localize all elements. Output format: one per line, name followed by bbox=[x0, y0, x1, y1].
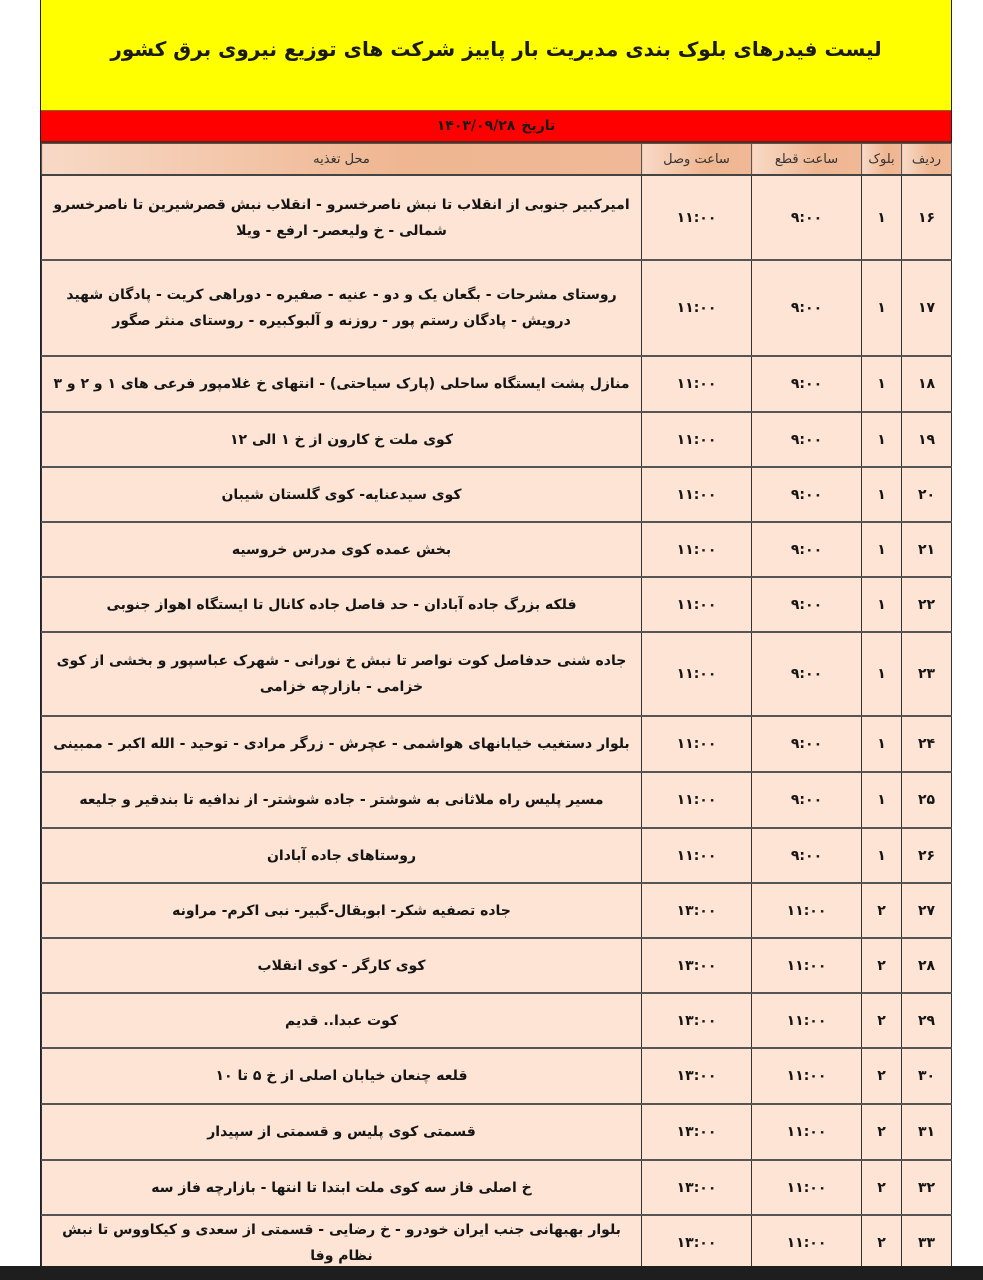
cell-location: امیرکبیر جنوبی از انقلاب تا نبش ناصرخسرو - انقلاب نبش قصرشیرین تا ناصرخسرو شمالی - خ ولیعصر- ارفع - ویلا bbox=[42, 175, 642, 260]
table-body bbox=[42, 175, 952, 1271]
table-header-row bbox=[42, 144, 952, 176]
cell-cut-time: ۱۱:۰۰ bbox=[752, 1160, 862, 1215]
table-row bbox=[42, 1104, 952, 1160]
cell-connect-time: ۱۱:۰۰ bbox=[642, 577, 752, 632]
cell-cut-time: ۹:۰۰ bbox=[752, 577, 862, 632]
cell-row-number: ۱۹ bbox=[902, 412, 952, 467]
table-row bbox=[42, 993, 952, 1048]
table-row bbox=[42, 1160, 952, 1215]
cell-cut-time: ۹:۰۰ bbox=[752, 356, 862, 412]
cell-cut-time: ۹:۰۰ bbox=[752, 632, 862, 716]
cell-row-number: ۱۸ bbox=[902, 356, 952, 412]
cell-block: ۱ bbox=[862, 632, 902, 716]
title-banner bbox=[41, 0, 951, 111]
cell-block: ۲ bbox=[862, 938, 902, 993]
cell-location: قسمتی کوی پلیس و قسمتی از سپیدار bbox=[42, 1104, 642, 1160]
header-row-number: ردیف bbox=[902, 144, 952, 176]
cell-row-number: ۱۷ bbox=[902, 260, 952, 356]
cell-block: ۱ bbox=[862, 175, 902, 260]
cell-connect-time: ۱۱:۰۰ bbox=[642, 772, 752, 828]
table-row bbox=[42, 260, 952, 356]
cell-connect-time: ۱۱:۰۰ bbox=[642, 412, 752, 467]
cell-cut-time: ۹:۰۰ bbox=[752, 175, 862, 260]
table-row bbox=[42, 716, 952, 772]
cell-block: ۱ bbox=[862, 828, 902, 883]
page-title: لیست فیدرهای بلوک بندی مدیریت بار پاییز شرکت های توزیع نیروی برق کشور bbox=[110, 37, 882, 61]
cell-location: روستای مشرحات - بگعان یک و دو - عنیه - صفیره - دوراهی کریت - پادگان شهید درویش - پادگان رستم پور - روزنه و آلبوکبیره - روستای منثر صگور bbox=[42, 260, 642, 356]
cell-row-number: ۲۱ bbox=[902, 522, 952, 577]
cell-block: ۲ bbox=[862, 993, 902, 1048]
cell-location: منازل پشت ایستگاه ساحلی (پارک سیاحتی) - انتهای خ غلامپور فرعی های ۱ و ۲ و ۳ bbox=[42, 356, 642, 412]
cell-block: ۱ bbox=[862, 716, 902, 772]
cell-location: فلکه بزرگ جاده آبادان - حد فاصل جاده کانال تا ایستگاه اهواز جنوبی bbox=[42, 577, 642, 632]
cell-connect-time: ۱۳:۰۰ bbox=[642, 883, 752, 938]
table-row bbox=[42, 412, 952, 467]
cell-connect-time: ۱۳:۰۰ bbox=[642, 1048, 752, 1104]
cell-block: ۱ bbox=[862, 577, 902, 632]
cell-location: جاده شنی حدفاصل کوت نواصر تا نبش خ نورانی - شهرک عباسپور و بخشی از کوی خزامی - بازارچه خزامی bbox=[42, 632, 642, 716]
cell-block: ۲ bbox=[862, 883, 902, 938]
cell-block: ۱ bbox=[862, 522, 902, 577]
date-value: ۱۴۰۳/۰۹/۲۸ bbox=[436, 118, 516, 134]
cell-location: کوی کارگر - کوی انقلاب bbox=[42, 938, 642, 993]
table-row bbox=[42, 467, 952, 522]
cell-connect-time: ۱۳:۰۰ bbox=[642, 938, 752, 993]
table-row bbox=[42, 522, 952, 577]
cell-row-number: ۳۲ bbox=[902, 1160, 952, 1215]
cell-row-number: ۲۹ bbox=[902, 993, 952, 1048]
cell-cut-time: ۹:۰۰ bbox=[752, 260, 862, 356]
table-row bbox=[42, 1215, 952, 1271]
cell-cut-time: ۱۱:۰۰ bbox=[752, 1215, 862, 1271]
cell-connect-time: ۱۱:۰۰ bbox=[642, 175, 752, 260]
cell-row-number: ۳۳ bbox=[902, 1215, 952, 1271]
cell-connect-time: ۱۳:۰۰ bbox=[642, 1104, 752, 1160]
feeder-schedule-table bbox=[41, 143, 952, 1272]
table-row bbox=[42, 356, 952, 412]
cell-cut-time: ۱۱:۰۰ bbox=[752, 993, 862, 1048]
cell-location: مسیر پلیس راه ملاثانی به شوشتر - جاده شوشتر- از ندافیه تا بندقیر و جلیعه bbox=[42, 772, 642, 828]
cell-connect-time: ۱۱:۰۰ bbox=[642, 356, 752, 412]
table-row bbox=[42, 828, 952, 883]
cell-block: ۱ bbox=[862, 467, 902, 522]
cell-connect-time: ۱۱:۰۰ bbox=[642, 260, 752, 356]
table-row bbox=[42, 577, 952, 632]
cell-cut-time: ۱۱:۰۰ bbox=[752, 1048, 862, 1104]
cell-row-number: ۱۶ bbox=[902, 175, 952, 260]
header-location: محل تغذیه bbox=[42, 144, 642, 176]
cell-block: ۲ bbox=[862, 1048, 902, 1104]
cell-row-number: ۲۲ bbox=[902, 577, 952, 632]
date-label: تاریخ bbox=[521, 118, 556, 134]
cell-location: بلوار بهبهانی جنب ایران خودرو - خ رضایی - قسمتی از سعدی و کیکاووس تا نبش نظام وفا bbox=[42, 1215, 642, 1271]
cell-row-number: ۲۶ bbox=[902, 828, 952, 883]
bottom-dark-bar bbox=[0, 1266, 983, 1280]
cell-cut-time: ۹:۰۰ bbox=[752, 828, 862, 883]
cell-location: کوی ملت خ کارون از خ ۱ الی ۱۲ bbox=[42, 412, 642, 467]
table-row bbox=[42, 632, 952, 716]
cell-connect-time: ۱۳:۰۰ bbox=[642, 1160, 752, 1215]
cell-cut-time: ۱۱:۰۰ bbox=[752, 938, 862, 993]
cell-block: ۱ bbox=[862, 412, 902, 467]
cell-row-number: ۲۳ bbox=[902, 632, 952, 716]
header-cut-time: ساعت قطع bbox=[752, 144, 862, 176]
cell-connect-time: ۱۱:۰۰ bbox=[642, 828, 752, 883]
cell-location: جاده تصفیه شکر- ابوبقال-گبیر- نبی اکرم- مراونه bbox=[42, 883, 642, 938]
cell-cut-time: ۹:۰۰ bbox=[752, 772, 862, 828]
cell-block: ۲ bbox=[862, 1160, 902, 1215]
cell-block: ۱ bbox=[862, 260, 902, 356]
cell-location: روستاهای جاده آبادان bbox=[42, 828, 642, 883]
cell-block: ۲ bbox=[862, 1215, 902, 1271]
cell-row-number: ۲۰ bbox=[902, 467, 952, 522]
table-row bbox=[42, 938, 952, 993]
cell-connect-time: ۱۳:۰۰ bbox=[642, 1215, 752, 1271]
cell-cut-time: ۹:۰۰ bbox=[752, 467, 862, 522]
cell-connect-time: ۱۱:۰۰ bbox=[642, 632, 752, 716]
cell-connect-time: ۱۳:۰۰ bbox=[642, 993, 752, 1048]
cell-row-number: ۲۴ bbox=[902, 716, 952, 772]
cell-block: ۲ bbox=[862, 1104, 902, 1160]
cell-row-number: ۳۱ bbox=[902, 1104, 952, 1160]
cell-location: بخش عمده کوی مدرس خروسیه bbox=[42, 522, 642, 577]
table-row bbox=[42, 772, 952, 828]
cell-connect-time: ۱۱:۰۰ bbox=[642, 467, 752, 522]
cell-row-number: ۲۷ bbox=[902, 883, 952, 938]
table-row bbox=[42, 175, 952, 260]
cell-location: کوت عبدا.. قدیم bbox=[42, 993, 642, 1048]
date-banner bbox=[41, 111, 951, 143]
cell-connect-time: ۱۱:۰۰ bbox=[642, 522, 752, 577]
cell-cut-time: ۱۱:۰۰ bbox=[752, 1104, 862, 1160]
cell-row-number: ۲۵ bbox=[902, 772, 952, 828]
cell-location: بلوار دستغیب خیابانهای هواشمی - عچرش - زرگر مرادی - توحید - الله اکبر - ممبینی bbox=[42, 716, 642, 772]
cell-row-number: ۲۸ bbox=[902, 938, 952, 993]
table-row bbox=[42, 883, 952, 938]
cell-block: ۱ bbox=[862, 356, 902, 412]
cell-cut-time: ۹:۰۰ bbox=[752, 716, 862, 772]
cell-cut-time: ۱۱:۰۰ bbox=[752, 883, 862, 938]
header-block: بلوک bbox=[862, 144, 902, 176]
cell-row-number: ۳۰ bbox=[902, 1048, 952, 1104]
header-connect-time: ساعت وصل bbox=[642, 144, 752, 176]
cell-location: قلعه چنعان خیابان اصلی از خ ۵ تا ۱۰ bbox=[42, 1048, 642, 1104]
cell-location: خ اصلی فاز سه کوی ملت ابتدا تا انتها - بازارچه فاز سه bbox=[42, 1160, 642, 1215]
load-management-sheet bbox=[40, 0, 952, 1272]
table-row bbox=[42, 1048, 952, 1104]
cell-cut-time: ۹:۰۰ bbox=[752, 412, 862, 467]
cell-cut-time: ۹:۰۰ bbox=[752, 522, 862, 577]
cell-connect-time: ۱۱:۰۰ bbox=[642, 716, 752, 772]
cell-block: ۱ bbox=[862, 772, 902, 828]
cell-location: کوی سیدعنایه- کوی گلستان شیبان bbox=[42, 467, 642, 522]
